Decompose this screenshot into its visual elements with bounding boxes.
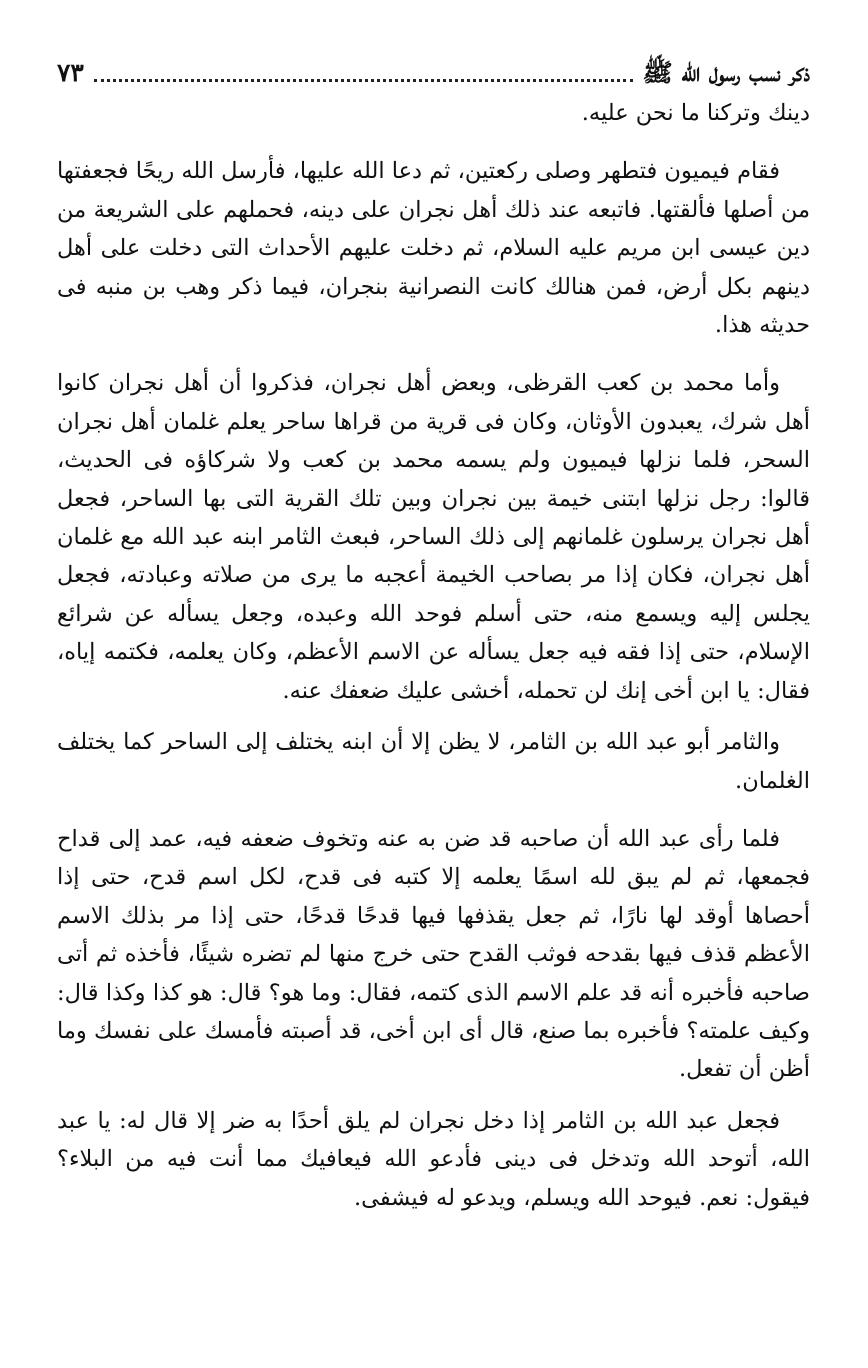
paragraph: فقام فيميون فتطهر وصلى ركعتين، ثم دعا الله عليها، فأرسل الله ريحًا فجعفتها من أصلها فألقتها. فاتبعه عند ذلك أهل نجران على دينه، فحملهم على الشريعة من دين عيسى ابن مريم عليه السلام، ثم دخلت عليهم الأحداث التى دخلت على أهل دينهم بكل أرض، فمن هنالك كانت النصرانية بنجران، فيما ذكر وهب بن منبه فى حديثه هذا. (57, 158, 810, 339)
page-number: ٧٣ (57, 58, 84, 87)
paragraph: فلما رأى عبد الله أن صاحبه قد ضن به عنه وتخوف ضعفه فيه، عمد إلى قداح فجمعها، ثم لم يبق لله اسمًا يعلمه إلا كتبه فى قدح، لكل اسم قدح، حتى إذا أحصاها أوقد لها نارًا، ثم جعل يقذفها فيها قدحًا قدحًا، حتى إذا مر بذلك الاسم الأعظم قذف فيها بقدحه فوثب القدح حتى خرج منها لم تضره شيئًا، فأخذه ثم أتى صاحبه فأخبره أنه قد علم الاسم الذى كتمه، فقال: وما هو؟ قال: هو كذا وكذا قال: وكيف علمته؟ فأخبره بما صنع، قال أى ابن أخى، قد أصبته فأمسك على نفسك وما أظن أن تفعل. (57, 825, 810, 1083)
paragraph-continuation: دينك وتركنا ما نحن عليه. (581, 100, 810, 126)
paragraph: فجعل عبد الله بن الثامر إذا دخل نجران لم يلق أحدًا به ضر إلا قال له: يا عبد الله، أتوحد الله وتدخل فى دينى فأدعو الله فيعافيك مما أنت فيه من البلاء؟ فيقول: نعم. فيوحد الله ويسلم، ويدعو له فيشفى. (57, 1107, 810, 1211)
paragraph: وأما محمد بن كعب القرظى، وبعض أهل نجران، فذكروا أن أهل نجران كانوا أهل شرك، يعبدون الأوثان، وكان فى قرية من قراها ساحر يعلم غلمان أهل نجران السحر، فلما نزلها فيميون ولم يسمه محمد بن كعب ولا شركاؤه فى الحديث، قالوا: رجل نزلها ابتنى خيمة بين نجران وبين تلك القرية التى بها الساحر، فجعل أهل نجران يرسلون غلمانهم إلى ذلك الساحر، فبعث الثامر ابنه عبد الله مع غلمان أهل نجران، فكان إذا مر بصاحب الخيمة أعجبه ما يرى من صلاته وعبادته، فجعل يجلس إليه ويسمع منه، حتى أسلم فوحد الله وعبده، وجعل يسأله عن شرائع الإسلام، حتى إذا فقه فيه جعل يسأله عن الاسم الأعظم، وكان يعلمه، فكتمه إياه، فقال: يا ابن أخى إنك لن تحمله، أخشى عليك ضعفك عنه. (57, 370, 810, 704)
leader-dots (94, 79, 633, 82)
chapter-title: ذكر نسب رسول الله ﷺ (642, 58, 810, 87)
paragraph: والثامر أبو عبد الله بن الثامر، لا يظن إلا أن ابنه يختلف إلى الساحر كما يختلف الغلمان. (57, 729, 810, 794)
book-page (57, 44, 810, 1324)
running-header (57, 44, 810, 90)
